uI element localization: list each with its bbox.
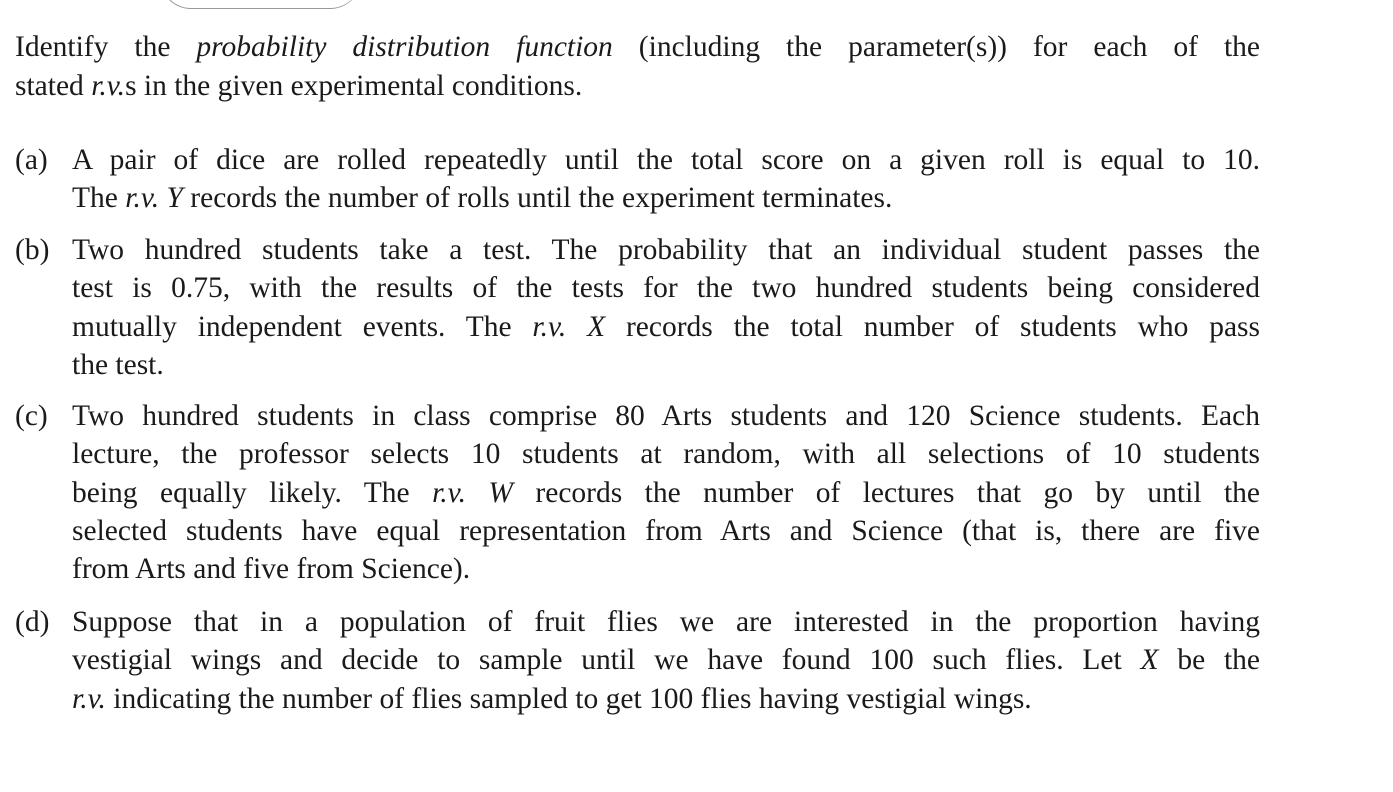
- part-c-line: selected students have equal representation from Arts and Science (that is, there are five: [72, 514, 1260, 547]
- random-variable-x: r.v. X: [532, 310, 606, 343]
- part-c-line: being equally likely. The r.v. W records the number of lectures that go by until the: [72, 476, 1260, 509]
- part-d-line: r.v. indicating the number of flies sampled to get 100 flies having vestigial wings.: [72, 682, 1032, 715]
- part-c-line: from Arts and five from Science).: [72, 553, 471, 586]
- random-variable-x: X: [1140, 644, 1159, 677]
- part-b-line: test is 0.75, with the results of the tests for the two hundred students being considered: [72, 272, 1260, 305]
- question-part-c: [15, 397, 1260, 588]
- problem-intro: [15, 28, 1260, 105]
- question-part-b: [15, 231, 1260, 384]
- part-d-body: [72, 603, 1260, 718]
- part-c-body: [72, 397, 1260, 588]
- part-c-line: Two hundred students in class comprise 80 Arts students and 120 Science students. Each: [72, 400, 1260, 432]
- part-b-line: mutually independent events. The r.v. X records the total number of students who pass: [72, 310, 1261, 343]
- part-d-line: Suppose that in a population of fruit flies we are interested in the proportion having: [72, 606, 1260, 638]
- part-b-body: [72, 231, 1260, 384]
- random-variable-w: r.v. W: [432, 476, 513, 509]
- intro-line-2: stated r.v.s in the given experimental conditions.: [15, 69, 583, 102]
- intro-rv-abbrev: r.v.: [91, 69, 126, 102]
- clipped-previous-line: [160, 0, 361, 9]
- question-part-d: [15, 603, 1260, 718]
- part-a-line: The r.v. Y records the number of rolls until the experiment terminates.: [72, 182, 893, 215]
- intro-line-1: Identify the probability distribution function (including the parameter(s)) for each of the: [15, 31, 1260, 63]
- part-a-line: A pair of dice are rolled repeatedly until the total score on a given roll is equal to 10.: [72, 144, 1260, 176]
- part-c-label: (c): [15, 400, 48, 432]
- part-d-label: (d): [15, 606, 50, 638]
- rv-abbrev: r.v.: [72, 682, 106, 715]
- part-b-line: Two hundred students take a test. The probability that an individual student passes the: [72, 234, 1260, 266]
- random-variable-y: r.v. Y: [125, 182, 183, 215]
- intro-emphasis: probability distribution function: [196, 31, 613, 63]
- part-d-line: vestigial wings and decide to sample until we have found 100 such flies. Let X be the: [72, 644, 1260, 677]
- question-part-a: [15, 141, 1260, 218]
- part-a-body: [72, 141, 1260, 218]
- part-c-line: lecture, the professor selects 10 students at random, with all selections of 10 students: [72, 438, 1260, 471]
- part-b-line: the test.: [72, 348, 164, 381]
- part-a-label: (a): [15, 144, 48, 176]
- part-b-label: (b): [15, 234, 50, 266]
